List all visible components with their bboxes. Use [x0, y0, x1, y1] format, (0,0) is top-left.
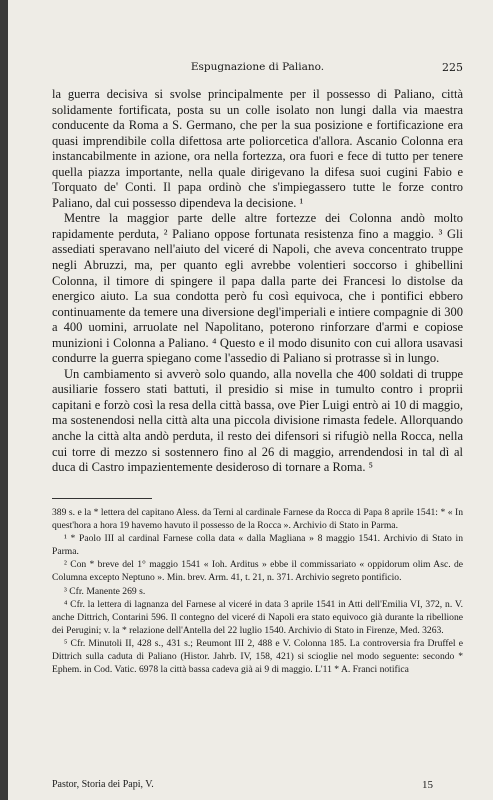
sheet-number: 15 — [422, 779, 433, 791]
paragraph: Mentre la maggior parte delle altre fortezze dei Colonna andò molto rapidamente perduta, ² Paliano oppose fortunata resistenza fino a maggio. ³ Gli assediati speravano nell'aiuto del viceré di Napoli, che aveva concentrato truppe negli Abruzzi, ma, per quanto egli avrebbe volentieri soccorso i ghibellini Colonna, il timore di spingere il papa dalla parte dei Francesi lo distolse da energico aiuto. La sua condotta però fu così equivoca, che i pontifici ebbero continuamente da temere una diversione degl'imperiali e intiere compagnie di 300 a 400 uomini, arruolate nel Napolitano, poterono rinforzare d'armi e copiose munizioni i Colonna a Paliano. ⁴ Questo e il modo disunito con cui allora usavasi condurre la guerra spiegano come l'assedio di Paliano si protrasse sì in lungo. — [52, 211, 463, 366]
main-text — [52, 87, 463, 476]
footnote: ⁵ Cfr. Minutoli II, 428 s., 431 s.; Reumont III 2, 488 e V. Colonna 185. La controversia fra Druffel e Dittrich sulla caduta di Paliano (Histor. Jahrb. IV, 158, 421) si scioglie nel modo seguente: secondo * Ephem. in Cod. Vatic. 6978 la città bassa cadeva già ai 9 di maggio. L'11 * A. Franci notifica — [52, 637, 463, 676]
paragraph: Un cambiamento si avverò solo quando, alla novella che 400 soldati di truppe ausiliarie fossero stati battuti, il presidio si mise in tumulto contro i proprii capitani e forzò così la resa della città bassa, ove Pier Luigi entrò ai 10 di maggio, ma sostenendosi nella città alta una piccola divisione rimasta fedele. Allorquando anche la città alta andò perduta, il resto dei difensori si rifugiò nella Rocca, nella cui torre di mezzo si sostennero fino al 26 di maggio, arrendendosi in tal dì al duca di Castro impazientemente desideroso di tornare a Roma. ⁵ — [52, 366, 463, 475]
page-footer — [52, 779, 463, 793]
footnote: ¹ * Paolo III al cardinal Farnese colla data « dalla Magliana » 8 maggio 1541. Archivio di Stato in Parma. — [52, 533, 463, 558]
footnote: 389 s. e la * lettera del capitano Aless. da Terni al cardinale Farnese da Rocca di Papa 8 aprile 1541: * « In quest'hora a hora 19 havemo havuto il possesso de la Rocca ». Archivio di Stato in Parma. — [52, 507, 463, 532]
running-header — [52, 61, 463, 75]
footnotes — [52, 506, 463, 676]
book-signature: Pastor, Storia dei Papi, V. — [52, 779, 154, 790]
footnote: ⁴ Cfr. la lettera di lagnanza del Farnese al viceré in data 3 aprile 1541 in Atti dell'Emilia VI, 372, n. V. anche Dittrich, Contarini 596. Il contegno del viceré di Napoli era stato equivoco già durante la ribellione dei Perugini; v. la * relazione dell'Antella del 22 luglio 1540. Archivio di Stato in Firenze, Med. 3263. — [52, 598, 463, 636]
running-title: Espugnazione di Paliano. — [190, 61, 325, 73]
page-number: 225 — [442, 61, 463, 74]
footnote-divider — [52, 498, 152, 499]
book-page — [8, 0, 493, 800]
paragraph: la guerra decisiva si svolse principalmente per il possesso di Paliano, città solidamente fortificata, posta su un colle isolato non lungi dalla via maestra conducente da Roma a S. Germano, che per la sua posizione e fortificazione era quasi imprendibile colla difettosa arte poliorcetica d'allora. Ascanio Colonna era instancabilmente in azione, ora nella fortezza, ora fuori e fece di tutto per tenere quella piazza importante, nella quale dirigevano la difesa suoi cugini Fabio e Torquato de' Conti. Il papa ordinò che s'impiegassero tutte le forze contro Paliano, dal cui possesso dipendeva la decisione. ¹ — [52, 87, 463, 210]
footnote: ² Con * breve del 1° maggio 1541 « Ioh. Arditus » ebbe il commissariato « oppidorum olim Asc. de Columna excepto Neptuno ». Min. brev. Arm. 41, t. 21, n. 371. Archivio segreto pontificio. — [52, 559, 463, 584]
footnote: ³ Cfr. Manente 269 s. — [64, 585, 146, 597]
